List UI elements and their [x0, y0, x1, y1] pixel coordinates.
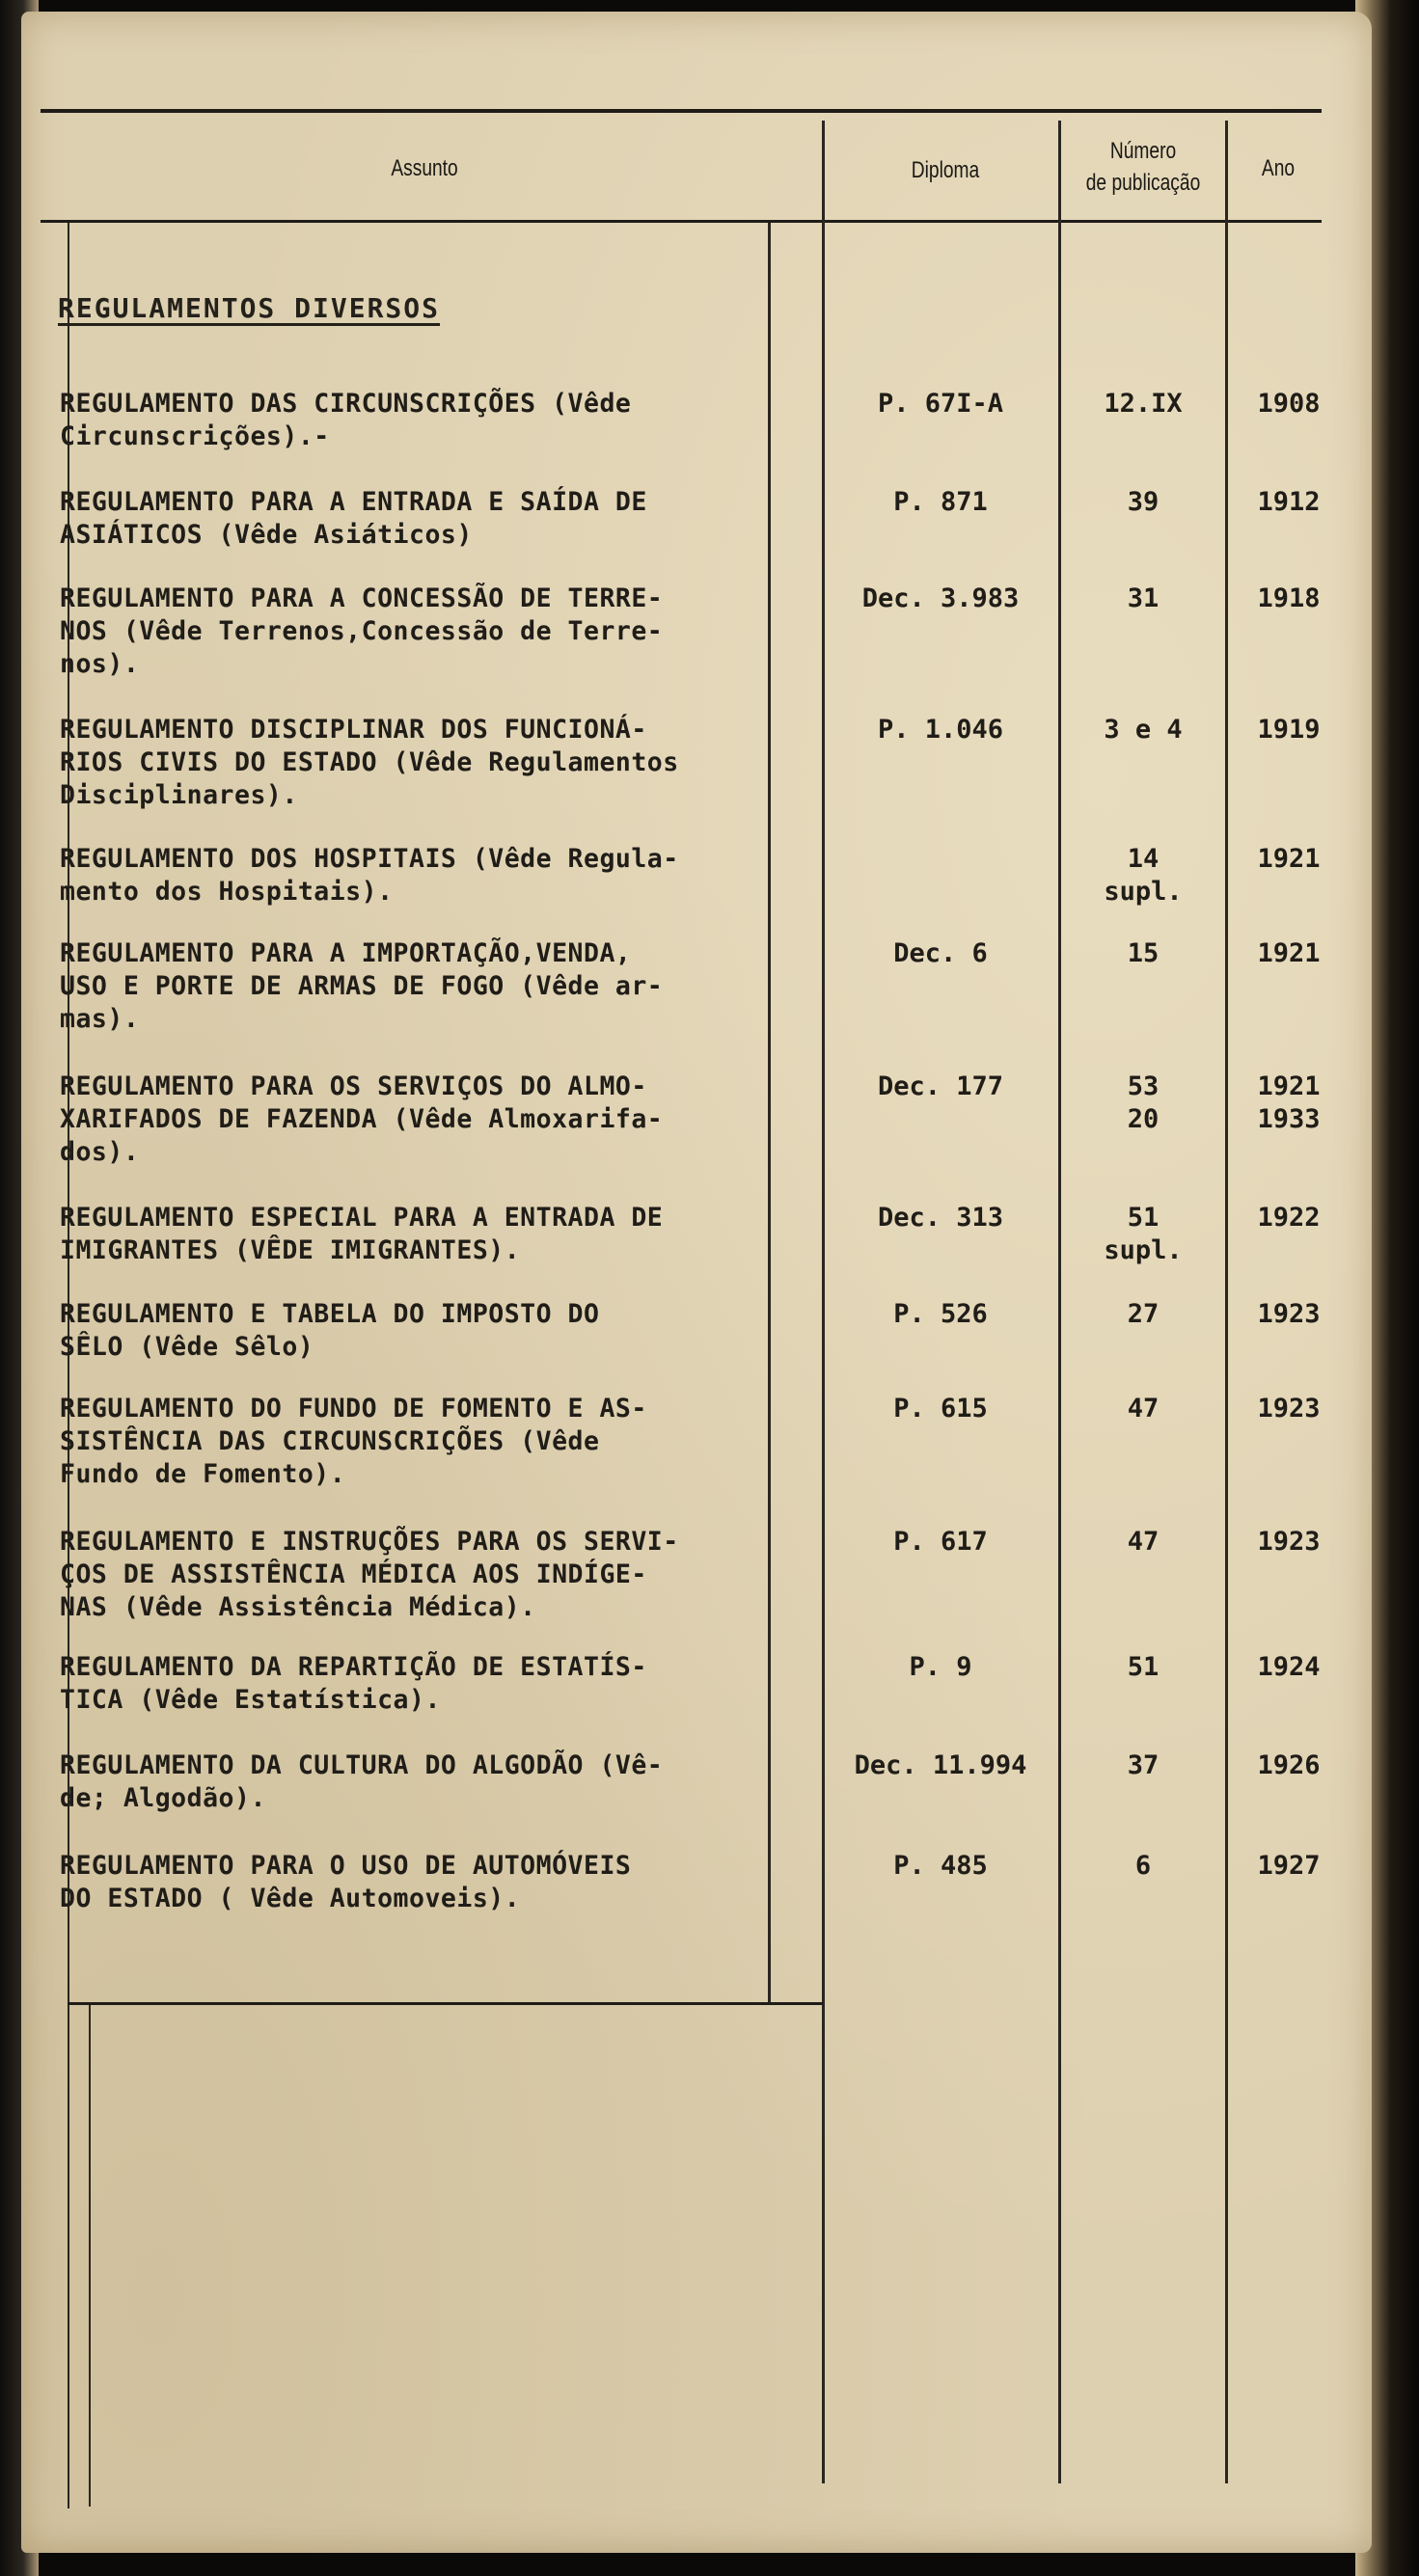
ano-cell: 1921: [1257, 844, 1321, 874]
header-assunto: Assunto: [391, 155, 458, 181]
diploma-cell: P. 526: [893, 1299, 988, 1329]
ano-cell: 1927: [1257, 1851, 1321, 1881]
header-ano: Ano: [1261, 155, 1296, 181]
numero-cell: 3 e 4: [1104, 715, 1183, 745]
assunto-line: mas).: [60, 1004, 140, 1034]
ano-cell: 1908: [1257, 389, 1321, 419]
assunto-line: REGULAMENTO DA CULTURA DO ALGODÃO (Vê-: [60, 1750, 664, 1780]
assunto-line: REGULAMENTO PARA O USO DE AUTOMÓVEIS: [60, 1851, 632, 1881]
assunto-line: ASIÁTICOS (Vêde Asiáticos): [60, 520, 473, 550]
assunto-line: NAS (Vêde Assistência Médica).: [60, 1592, 536, 1622]
header-numero-line2: de publicação: [1085, 170, 1201, 196]
assunto-line: REGULAMENTO PARA OS SERVIÇOS DO ALMO-: [60, 1071, 647, 1101]
assunto-line: REGULAMENTO PARA A IMPORTAÇÃO,VENDA,: [60, 938, 632, 968]
assunto-line: NOS (Vêde Terrenos,Concessão de Terre-: [60, 616, 664, 646]
assunto-line: TICA (Vêde Estatística).: [60, 1685, 441, 1715]
ano-cell: 1912: [1257, 487, 1321, 517]
col-divider-assunto: [822, 121, 825, 2483]
ano-cell: 1921: [1257, 938, 1321, 968]
numero-cell: 15: [1127, 938, 1160, 968]
inner-margin-line-left: [68, 223, 69, 2508]
ano-cell: 1924: [1257, 1652, 1321, 1682]
assunto-line: REGULAMENTO ESPECIAL PARA A ENTRADA DE: [60, 1203, 664, 1233]
assunto-line: mento dos Hospitais).: [60, 877, 394, 907]
header-bottom-rule: [41, 220, 1322, 223]
assunto-line: REGULAMENTO DISCIPLINAR DOS FUNCIONÁ-: [60, 715, 647, 745]
assunto-line: ÇOS DE ASSISTÊNCIA MÉDICA AOS INDÍGE-: [60, 1559, 647, 1589]
numero-cell: 51: [1127, 1652, 1160, 1682]
assunto-line: REGULAMENTO DAS CIRCUNSCRIÇÕES (Vêde: [60, 389, 632, 419]
ano-cell: 1923: [1257, 1299, 1321, 1329]
diploma-cell: P. 67I-A: [877, 389, 1004, 419]
assunto-line: XARIFADOS DE FAZENDA (Vêde Almoxarifa-: [60, 1104, 664, 1134]
assunto-line: REGULAMENTO PARA A ENTRADA E SAÍDA DE: [60, 487, 647, 517]
assunto-line: REGULAMENTO PARA A CONCESSÃO DE TERRE-: [60, 583, 664, 613]
diploma-cell: Dec. 11.994: [854, 1750, 1027, 1780]
header-numero-line1: Número: [1109, 138, 1177, 164]
assunto-line: REGULAMENTO DA REPARTIÇÃO DE ESTATÍS-: [60, 1652, 647, 1682]
entries-end-rule: [68, 2002, 823, 2005]
numero-cell: 14 supl.: [1104, 844, 1183, 907]
assunto-line: Circunscrições).-: [60, 421, 330, 451]
ano-cell: 1923: [1257, 1394, 1321, 1424]
ano-cell: 1926: [1257, 1750, 1321, 1780]
diploma-cell: P. 871: [893, 487, 988, 517]
ano-cell: 1923: [1257, 1527, 1321, 1557]
assunto-line: REGULAMENTO E INSTRUÇÕES PARA OS SERVI-: [60, 1527, 679, 1557]
numero-cell: 51 supl.: [1104, 1203, 1183, 1265]
assunto-line: REGULAMENTO DOS HOSPITAIS (Vêde Regula-: [60, 844, 679, 874]
section-title: REGULAMENTOS DIVERSOS: [58, 292, 441, 324]
assunto-line: de; Algodão).: [60, 1783, 266, 1813]
numero-cell: 31: [1127, 583, 1160, 613]
diploma-cell: P. 617: [893, 1527, 988, 1557]
diploma-cell: P. 615: [893, 1394, 988, 1424]
header-diploma: Diploma: [911, 157, 980, 183]
numero-cell: 53 20: [1127, 1071, 1160, 1134]
assunto-line: dos).: [60, 1137, 140, 1167]
assunto-line: Disciplinares).: [60, 780, 298, 810]
numero-cell: 27: [1127, 1299, 1160, 1329]
diploma-cell: Dec. 6: [893, 938, 988, 968]
numero-cell: 39: [1127, 487, 1160, 517]
assunto-line: SÊLO (Vêde Sêlo): [60, 1332, 314, 1362]
assunto-line: IMIGRANTES (VÊDE IMIGRANTES).: [60, 1235, 521, 1265]
diploma-cell: P. 9: [909, 1652, 972, 1682]
top-rule: [41, 109, 1322, 113]
numero-cell: 6: [1134, 1851, 1152, 1881]
assunto-line: REGULAMENTO E TABELA DO IMPOSTO DO: [60, 1299, 600, 1329]
diploma-cell: Dec. 3.983: [861, 583, 1020, 613]
assunto-line: USO E PORTE DE ARMAS DE FOGO (Vêde ar-: [60, 971, 664, 1001]
assunto-line: DO ESTADO ( Vêde Automoveis).: [60, 1884, 521, 1913]
ano-cell: 1919: [1257, 715, 1321, 745]
assunto-line: Fundo de Fomento).: [60, 1459, 346, 1489]
lower-margin-line: [89, 2005, 91, 2507]
ano-cell: 1922: [1257, 1203, 1321, 1233]
col-divider-numero: [1225, 121, 1228, 2483]
diploma-cell: Dec. 313: [877, 1203, 1004, 1233]
diploma-cell: Dec. 177: [877, 1071, 1004, 1101]
diploma-cell: P. 485: [893, 1851, 988, 1881]
ano-cell: 1921 1933: [1257, 1071, 1321, 1134]
diploma-cell: P. 1.046: [877, 715, 1004, 745]
numero-cell: 47: [1127, 1527, 1160, 1557]
assunto-line: RIOS CIVIS DO ESTADO (Vêde Regulamentos: [60, 747, 679, 777]
assunto-line: SISTÊNCIA DAS CIRCUNSCRIÇÕES (Vêde: [60, 1426, 600, 1456]
ano-cell: 1918: [1257, 583, 1321, 613]
numero-cell: 12.IX: [1104, 389, 1183, 419]
assunto-line: nos).: [60, 649, 140, 679]
numero-cell: 47: [1127, 1394, 1160, 1424]
assunto-line: REGULAMENTO DO FUNDO DE FOMENTO E AS-: [60, 1394, 647, 1424]
numero-cell: 37: [1127, 1750, 1160, 1780]
